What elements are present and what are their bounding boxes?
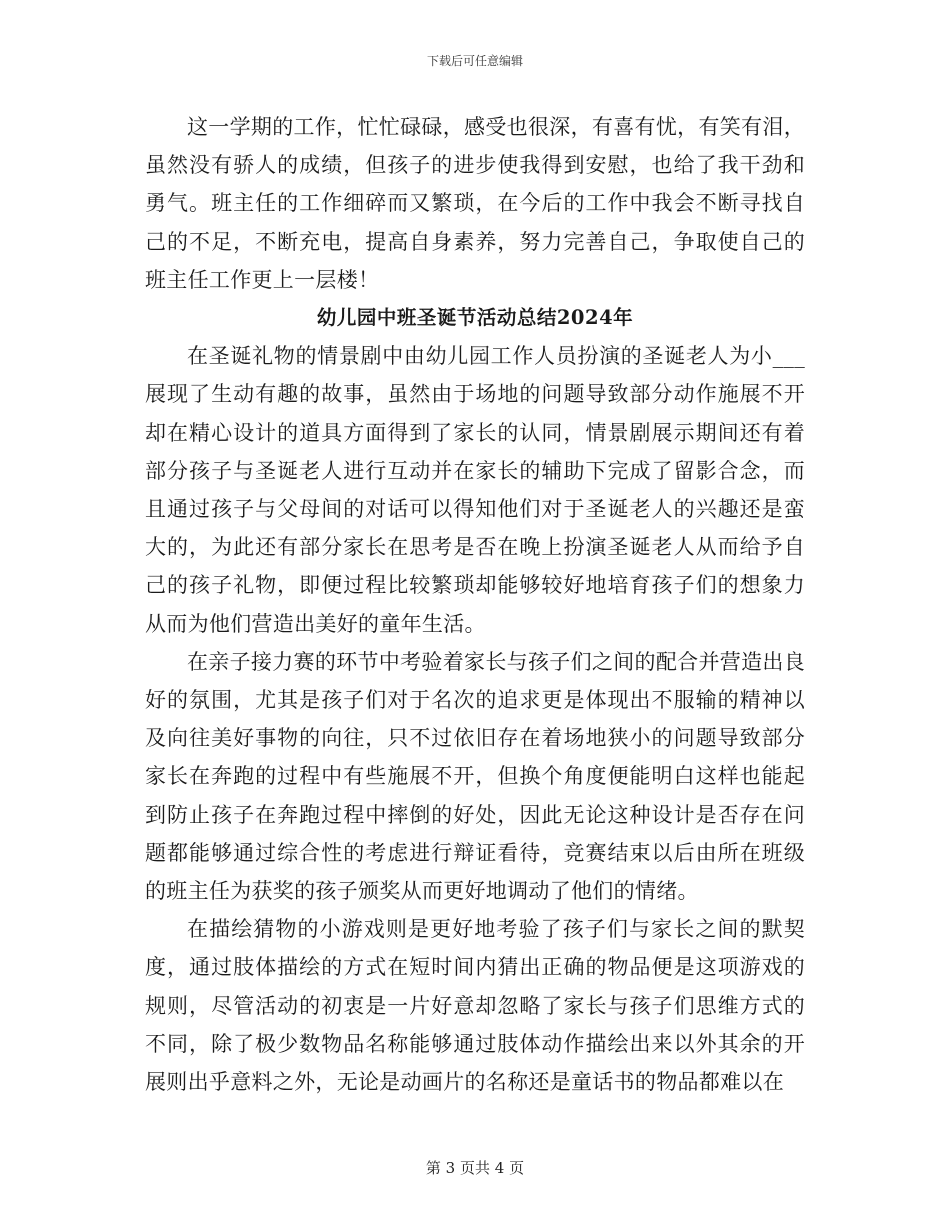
document-title: 幼儿园中班圣诞节活动总结2024年 [316,306,634,330]
page-header: 下载后可任意编辑 [426,54,523,68]
paragraph-2: 在亲子接力赛的环节中考验着家长与孩子们之间的配合并营造出良好的氛围，尤其是孩子们对于名次的追求更是体现出不服输的精神以及向往美好事物的向往，只不过依旧存在着场地狭小的问题导致部分家长在奔跑的过程中有些施展不开，但换个角度便能明白这样也能起到防止孩子在奔跑过程中摔倒的好处，因此无论这种设计是否存在问题都能够通过综合性的考虑进行辩证看待，竞赛结束以后由所在班级的班主任为获奖的孩子颁奖从而更好地调动了他们的情绪。 [145,649,805,904]
intro-paragraph: 这一学期的工作，忙忙碌碌，感受也很深，有喜有忧，有笑有泪，虽然没有骄人的成绩，但孩子的进步使我得到安慰，也给了我干劲和勇气。班主任的工作细碎而又繁琐，在今后的工作中我会不断寻找自己的不足，不断充电，提高自身素养，努力完善自己，争取使自己的班主任工作更上一层楼！ [145,115,805,292]
paragraph-3: 在描绘猜物的小游戏则是更好地考验了孩子们与家长之间的默契度，通过肢体描绘的方式在短时间内猜出正确的物品便是这项游戏的规则，尽管活动的初衷是一片好意却忽略了家长与孩子们思维方式的不同，除了极少数物品名称能够通过肢体动作描绘出来以外其余的开展则出乎意料之外，无论是动画片的名称还是童话书的物品都难以在 [145,917,805,1095]
document-body [145,108,805,1101]
page-footer: 第 3 页共 4 页 [425,1159,525,1177]
paragraph-1: 在圣诞礼物的情景剧中由幼儿园工作人员扮演的圣诞老人为小___展现了生动有趣的故事，虽然由于场地的问题导致部分动作施展不开却在精心设计的道具方面得到了家长的认同，情景剧展示期间还有着部分孩子与圣诞老人进行互动并在家长的辅助下完成了留影合念，而且通过孩子与父母间的对话可以得知他们对于圣诞老人的兴趣还是蛮大的，为此还有部分家长在思考是否在晚上扮演圣诞老人从而给予自己的孩子礼物，即便过程比较繁琐却能够较好地培育孩子们的想象力从而为他们营造出美好的童年生活。 [145,344,805,636]
